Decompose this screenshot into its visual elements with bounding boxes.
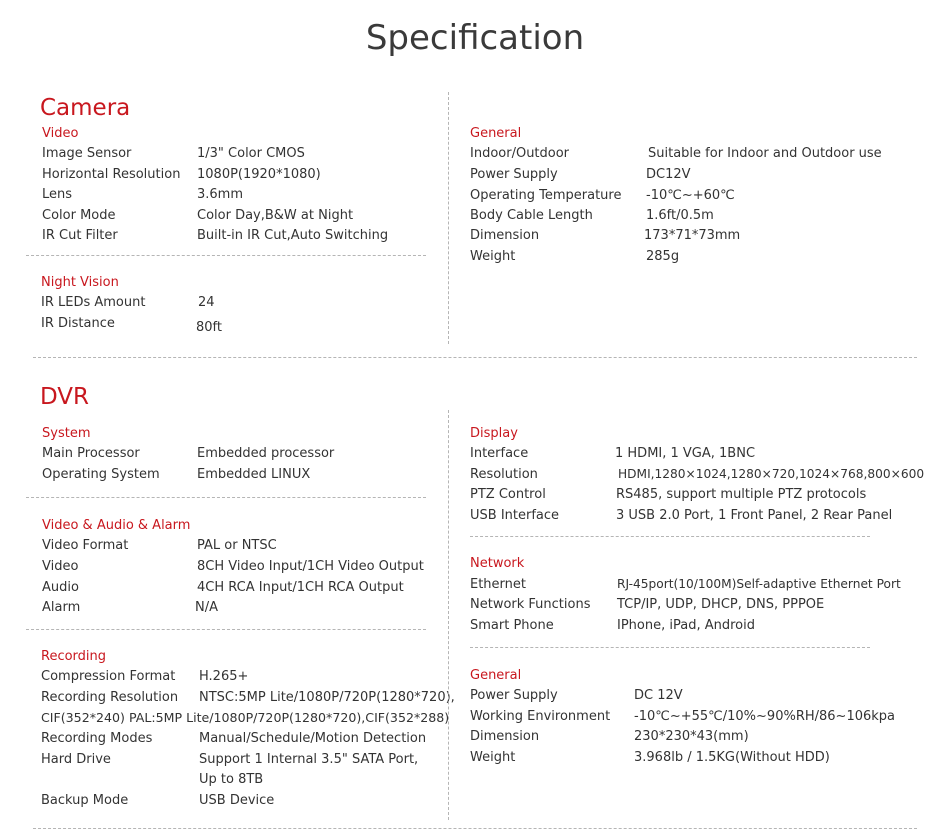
spec-label: PTZ Control xyxy=(470,487,546,502)
spec-label: Power Supply xyxy=(470,167,558,182)
spec-value: PAL or NTSC xyxy=(197,538,277,553)
section-divider xyxy=(33,828,917,829)
network-heading: Network xyxy=(470,556,525,571)
spec-label: IR Distance xyxy=(41,316,115,331)
spec-label: Smart Phone xyxy=(470,618,554,633)
spec-label: Video xyxy=(42,559,79,574)
spec-value: TCP/IP, UDP, DHCP, DNS, PPPOE xyxy=(617,597,825,612)
spec-value: Built-in IR Cut,Auto Switching xyxy=(197,228,389,243)
spec-value: -10℃~+60℃ xyxy=(646,188,735,203)
spec-value: RS485, support multiple PTZ protocols xyxy=(616,487,867,502)
spec-label: Ethernet xyxy=(470,577,526,592)
camera-general-heading: General xyxy=(470,126,522,141)
column-divider xyxy=(448,92,449,344)
spec-label: IR Cut Filter xyxy=(42,228,118,243)
section-divider xyxy=(33,357,917,358)
spec-value: 3 USB 2.0 Port, 1 Front Panel, 2 Rear Panel xyxy=(616,508,893,523)
spec-value: USB Device xyxy=(199,793,275,808)
spec-label: Body Cable Length xyxy=(470,208,593,223)
spec-value: 1 HDMI, 1 VGA, 1BNC xyxy=(615,446,756,461)
spec-label: Recording Resolution xyxy=(41,690,179,705)
divider xyxy=(26,629,426,630)
spec-label: IR LEDs Amount xyxy=(41,295,146,310)
spec-label: Audio xyxy=(42,580,79,595)
spec-label: Operating Temperature xyxy=(470,188,622,203)
spec-value: 4CH RCA Input/1CH RCA Output xyxy=(197,580,404,595)
spec-value: 3.968lb / 1.5KG(Without HDD) xyxy=(634,750,830,765)
spec-label: Horizontal Resolution xyxy=(42,167,181,182)
spec-value-continued: CIF(352*240) PAL:5MP Lite/1080P/720P(1280*720),CIF(352*288) xyxy=(41,710,450,725)
spec-label: Indoor/Outdoor xyxy=(470,146,570,161)
spec-value: Embedded LINUX xyxy=(197,467,311,482)
display-heading: Display xyxy=(470,426,518,441)
spec-label: Recording Modes xyxy=(41,731,153,746)
spec-value: RJ-45port(10/100M)Self-adaptive Ethernet Port xyxy=(617,577,901,591)
spec-value: HDMI,1280×1024,1280×720,1024×768,800×600 xyxy=(618,467,925,481)
spec-label: Hard Drive xyxy=(41,752,111,767)
spec-label: Alarm xyxy=(42,600,81,615)
spec-label: Working Environment xyxy=(470,709,611,724)
page-title: Specification xyxy=(365,18,585,58)
column-divider xyxy=(448,410,449,820)
spec-label: Compression Format xyxy=(41,669,176,684)
spec-value: DC 12V xyxy=(634,688,683,703)
spec-label: USB Interface xyxy=(470,508,560,523)
divider xyxy=(26,497,426,498)
spec-value: NTSC:5MP Lite/1080P/720P(1280*720), xyxy=(199,690,455,705)
spec-label: Weight xyxy=(470,750,516,765)
night-vision-heading: Night Vision xyxy=(41,275,119,290)
divider xyxy=(470,536,870,537)
spec-value: Support 1 Internal 3.5" SATA Port, xyxy=(199,752,419,767)
spec-value: Color Day,B&W at Night xyxy=(197,208,354,223)
dvr-general-heading: General xyxy=(470,668,522,683)
spec-value-continued: Up to 8TB xyxy=(199,772,264,787)
spec-value: N/A xyxy=(195,600,218,615)
spec-label: Operating System xyxy=(42,467,160,482)
spec-value: IPhone, iPad, Android xyxy=(617,618,755,633)
recording-heading: Recording xyxy=(41,649,107,664)
camera-section-title: Camera xyxy=(40,95,131,121)
spec-label: Lens xyxy=(42,187,73,202)
spec-value: 80ft xyxy=(196,320,222,335)
system-heading: System xyxy=(42,426,91,441)
spec-label: Weight xyxy=(470,249,516,264)
spec-value: 3.6mm xyxy=(197,187,244,202)
spec-value: 1.6ft/0.5m xyxy=(646,208,714,223)
spec-label: Power Supply xyxy=(470,688,558,703)
spec-value: 173*71*73mm xyxy=(644,228,741,243)
spec-value: 230*230*43(mm) xyxy=(634,729,749,744)
spec-value: H.265+ xyxy=(199,669,249,684)
spec-label: Image Sensor xyxy=(42,146,132,161)
spec-label: Backup Mode xyxy=(41,793,129,808)
spec-value: 8CH Video Input/1CH Video Output xyxy=(197,559,424,574)
camera-video-heading: Video xyxy=(42,126,79,141)
spec-label: Dimension xyxy=(470,228,540,243)
video-audio-alarm-heading: Video & Audio & Alarm xyxy=(42,518,191,533)
spec-label: Network Functions xyxy=(470,597,591,612)
spec-value: Manual/Schedule/Motion Detection xyxy=(199,731,427,746)
spec-value: 1/3" Color CMOS xyxy=(197,146,305,161)
spec-label: Main Processor xyxy=(42,446,140,461)
spec-label: Color Mode xyxy=(42,208,116,223)
spec-label: Interface xyxy=(470,446,529,461)
spec-value: Embedded processor xyxy=(197,446,335,461)
divider xyxy=(26,255,426,256)
spec-value: Suitable for Indoor and Outdoor use xyxy=(648,146,882,161)
spec-value: -10℃~+55℃/10%~90%RH/86~106kpa xyxy=(634,709,896,724)
spec-label: Dimension xyxy=(470,729,540,744)
spec-label: Video Format xyxy=(42,538,129,553)
spec-value: 24 xyxy=(198,295,215,310)
spec-value: DC12V xyxy=(646,167,691,182)
spec-value: 285g xyxy=(646,249,680,264)
spec-label: Resolution xyxy=(470,467,538,482)
divider xyxy=(470,647,870,648)
spec-value: 1080P(1920*1080) xyxy=(197,167,321,182)
dvr-section-title: DVR xyxy=(40,384,90,410)
